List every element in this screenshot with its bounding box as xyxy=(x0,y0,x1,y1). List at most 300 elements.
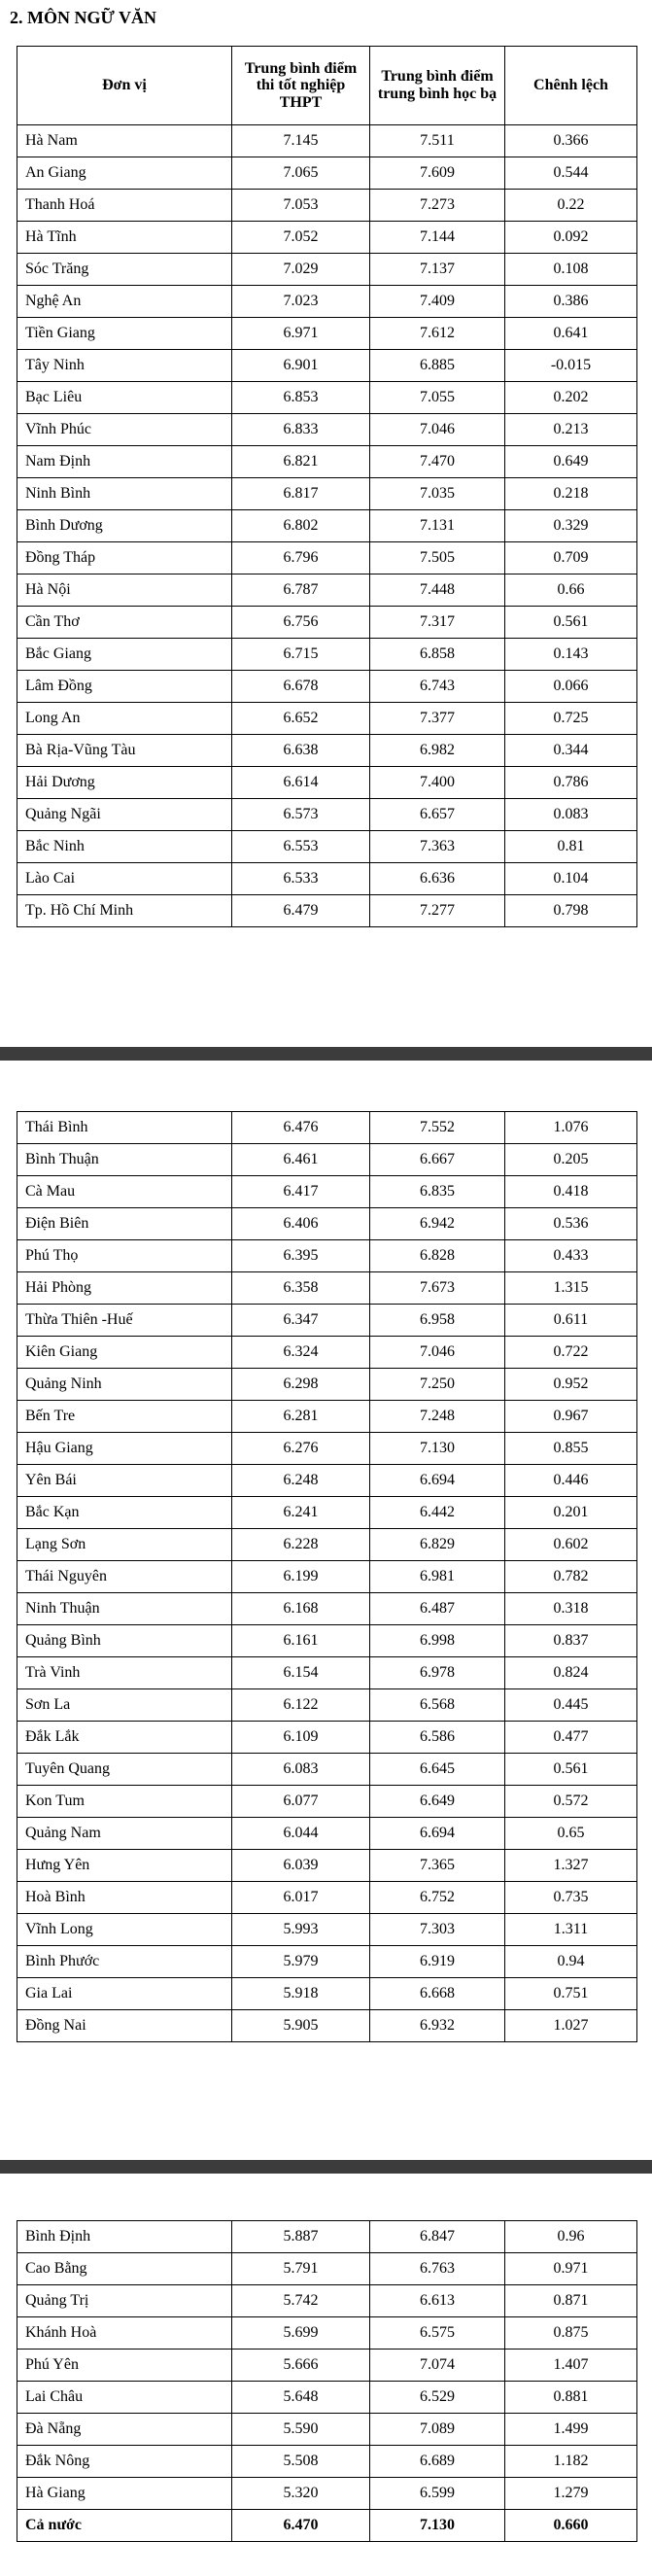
cell-exam-average: 6.678 xyxy=(232,671,370,703)
cell-difference: 1.279 xyxy=(505,2478,637,2510)
cell-unit: Vĩnh Long xyxy=(17,1914,232,1946)
cell-exam-average: 5.791 xyxy=(232,2253,370,2285)
cell-unit: Nghệ An xyxy=(17,286,232,318)
cell-exam-average: 5.648 xyxy=(232,2382,370,2414)
table-row xyxy=(17,222,637,254)
cell-transcript-average: 6.835 xyxy=(370,1176,505,1208)
scores-table-part-2 xyxy=(17,1111,637,2042)
section-heading: 2. MÔN NGỮ VĂN xyxy=(10,8,156,27)
total-cell-difference: 0.660 xyxy=(505,2510,637,2542)
cell-transcript-average: 6.958 xyxy=(370,1305,505,1337)
cell-unit: Tuyên Quang xyxy=(17,1754,232,1786)
table-row xyxy=(17,1850,637,1882)
cell-difference: 1.315 xyxy=(505,1272,637,1305)
cell-transcript-average: 7.137 xyxy=(370,254,505,286)
cell-unit: Vĩnh Phúc xyxy=(17,414,232,446)
table-row xyxy=(17,1369,637,1401)
header-unit: Đơn vị xyxy=(17,47,232,125)
cell-unit: Lạng Sơn xyxy=(17,1529,232,1561)
cell-transcript-average: 7.131 xyxy=(370,510,505,542)
table-row xyxy=(17,574,637,607)
cell-transcript-average: 7.074 xyxy=(370,2350,505,2382)
cell-difference: 0.202 xyxy=(505,382,637,414)
cell-transcript-average: 6.763 xyxy=(370,2253,505,2285)
table-row xyxy=(17,2317,637,2350)
cell-transcript-average: 6.599 xyxy=(370,2478,505,2510)
cell-exam-average: 5.508 xyxy=(232,2446,370,2478)
table-row xyxy=(17,1240,637,1272)
table-row xyxy=(17,831,637,863)
table-row xyxy=(17,2253,637,2285)
cell-exam-average: 6.817 xyxy=(232,478,370,510)
cell-exam-average: 5.918 xyxy=(232,1978,370,2010)
table-row xyxy=(17,1882,637,1914)
cell-transcript-average: 6.487 xyxy=(370,1593,505,1625)
header-transcript-average: Trung bình điểm trung bình học bạ xyxy=(370,47,505,125)
cell-exam-average: 6.039 xyxy=(232,1850,370,1882)
page-break-bar xyxy=(0,2160,652,2174)
cell-difference: 0.602 xyxy=(505,1529,637,1561)
cell-transcript-average: 6.752 xyxy=(370,1882,505,1914)
cell-exam-average: 6.479 xyxy=(232,895,370,927)
cell-transcript-average: 7.130 xyxy=(370,1433,505,1465)
cell-exam-average: 6.652 xyxy=(232,703,370,735)
cell-transcript-average: 7.250 xyxy=(370,1369,505,1401)
cell-difference: 0.875 xyxy=(505,2317,637,2350)
cell-unit: Hải Dương xyxy=(17,767,232,799)
table-row xyxy=(17,1272,637,1305)
cell-transcript-average: 6.694 xyxy=(370,1465,505,1497)
cell-difference: 0.344 xyxy=(505,735,637,767)
cell-transcript-average: 6.885 xyxy=(370,350,505,382)
cell-exam-average: 6.228 xyxy=(232,1529,370,1561)
cell-transcript-average: 6.978 xyxy=(370,1657,505,1689)
cell-difference: 1.027 xyxy=(505,2010,637,2042)
cell-difference: 0.561 xyxy=(505,607,637,639)
cell-difference: 0.092 xyxy=(505,222,637,254)
table-row xyxy=(17,1433,637,1465)
table-row xyxy=(17,1305,637,1337)
cell-unit: Hải Phòng xyxy=(17,1272,232,1305)
cell-unit: Quảng Nam xyxy=(17,1818,232,1850)
cell-exam-average: 6.533 xyxy=(232,863,370,895)
cell-unit: Ninh Thuận xyxy=(17,1593,232,1625)
cell-unit: Khánh Hoà xyxy=(17,2317,232,2350)
table-row xyxy=(17,767,637,799)
cell-unit: Thái Bình xyxy=(17,1112,232,1144)
table-row xyxy=(17,703,637,735)
cell-unit: Lào Cai xyxy=(17,863,232,895)
cell-exam-average: 6.241 xyxy=(232,1497,370,1529)
cell-unit: Bắc Giang xyxy=(17,639,232,671)
cell-unit: An Giang xyxy=(17,157,232,190)
table-row xyxy=(17,799,637,831)
cell-exam-average: 7.053 xyxy=(232,190,370,222)
cell-difference: 0.81 xyxy=(505,831,637,863)
cell-unit: Đắk Nông xyxy=(17,2446,232,2478)
table-row xyxy=(17,2350,637,2382)
header-difference: Chênh lệch xyxy=(505,47,637,125)
cell-unit: Hà Giang xyxy=(17,2478,232,2510)
cell-exam-average: 5.979 xyxy=(232,1946,370,1978)
table-row xyxy=(17,2382,637,2414)
cell-difference: 0.96 xyxy=(505,2221,637,2253)
cell-transcript-average: 6.981 xyxy=(370,1561,505,1593)
cell-exam-average: 6.298 xyxy=(232,1369,370,1401)
table-row xyxy=(17,1625,637,1657)
table-row xyxy=(17,1208,637,1240)
cell-exam-average: 6.853 xyxy=(232,382,370,414)
cell-difference: 0.786 xyxy=(505,767,637,799)
cell-unit: Bạc Liêu xyxy=(17,382,232,414)
cell-transcript-average: 7.144 xyxy=(370,222,505,254)
cell-transcript-average: 7.055 xyxy=(370,382,505,414)
cell-difference: 0.94 xyxy=(505,1946,637,1978)
table-row xyxy=(17,286,637,318)
cell-difference: 0.649 xyxy=(505,446,637,478)
cell-unit: Bắc Kạn xyxy=(17,1497,232,1529)
cell-transcript-average: 6.529 xyxy=(370,2382,505,2414)
cell-unit: Cà Mau xyxy=(17,1176,232,1208)
table-row xyxy=(17,1689,637,1722)
cell-exam-average: 6.802 xyxy=(232,510,370,542)
cell-unit: Quảng Ngãi xyxy=(17,799,232,831)
table-row xyxy=(17,1946,637,1978)
cell-difference: 0.572 xyxy=(505,1786,637,1818)
cell-transcript-average: 6.858 xyxy=(370,639,505,671)
cell-exam-average: 6.476 xyxy=(232,1112,370,1144)
cell-exam-average: 5.742 xyxy=(232,2285,370,2317)
table-row xyxy=(17,1465,637,1497)
cell-transcript-average: 7.248 xyxy=(370,1401,505,1433)
cell-difference: 0.855 xyxy=(505,1433,637,1465)
table-row xyxy=(17,125,637,157)
cell-exam-average: 6.324 xyxy=(232,1337,370,1369)
cell-unit: Lai Châu xyxy=(17,2382,232,2414)
table-row xyxy=(17,2446,637,2478)
cell-difference: 0.641 xyxy=(505,318,637,350)
cell-unit: Lâm Đồng xyxy=(17,671,232,703)
cell-difference: 0.201 xyxy=(505,1497,637,1529)
table-row xyxy=(17,1593,637,1625)
cell-unit: Hậu Giang xyxy=(17,1433,232,1465)
cell-difference: 1.407 xyxy=(505,2350,637,2382)
cell-unit: Thanh Hoá xyxy=(17,190,232,222)
table-row xyxy=(17,671,637,703)
header-exam-average: Trung bình điểm thi tốt nghiệp THPT xyxy=(232,47,370,125)
cell-difference: 0.952 xyxy=(505,1369,637,1401)
cell-unit: Bến Tre xyxy=(17,1401,232,1433)
cell-unit: Gia Lai xyxy=(17,1978,232,2010)
table-row xyxy=(17,2010,637,2042)
cell-transcript-average: 7.409 xyxy=(370,286,505,318)
cell-difference: 0.318 xyxy=(505,1593,637,1625)
cell-transcript-average: 7.470 xyxy=(370,446,505,478)
cell-unit: Tiền Giang xyxy=(17,318,232,350)
cell-exam-average: 6.638 xyxy=(232,735,370,767)
cell-difference: 1.076 xyxy=(505,1112,637,1144)
cell-unit: Cao Bằng xyxy=(17,2253,232,2285)
cell-exam-average: 6.248 xyxy=(232,1465,370,1497)
cell-exam-average: 7.052 xyxy=(232,222,370,254)
cell-difference: 0.824 xyxy=(505,1657,637,1689)
scores-table-part-3 xyxy=(17,2220,637,2542)
cell-transcript-average: 6.668 xyxy=(370,1978,505,2010)
cell-difference: 1.499 xyxy=(505,2414,637,2446)
cell-difference: -0.015 xyxy=(505,350,637,382)
cell-exam-average: 5.666 xyxy=(232,2350,370,2382)
cell-unit: Bình Định xyxy=(17,2221,232,2253)
cell-exam-average: 6.281 xyxy=(232,1401,370,1433)
cell-difference: 0.881 xyxy=(505,2382,637,2414)
table-row xyxy=(17,1561,637,1593)
cell-difference: 1.182 xyxy=(505,2446,637,2478)
cell-difference: 0.205 xyxy=(505,1144,637,1176)
cell-exam-average: 6.347 xyxy=(232,1305,370,1337)
cell-difference: 0.871 xyxy=(505,2285,637,2317)
cell-exam-average: 7.065 xyxy=(232,157,370,190)
cell-transcript-average: 7.035 xyxy=(370,478,505,510)
cell-transcript-average: 7.046 xyxy=(370,1337,505,1369)
cell-difference: 0.366 xyxy=(505,125,637,157)
table-row xyxy=(17,2478,637,2510)
table-row xyxy=(17,1144,637,1176)
cell-exam-average: 6.901 xyxy=(232,350,370,382)
cell-unit: Đồng Nai xyxy=(17,2010,232,2042)
cell-transcript-average: 6.649 xyxy=(370,1786,505,1818)
cell-exam-average: 7.029 xyxy=(232,254,370,286)
table-row xyxy=(17,639,637,671)
cell-unit: Tp. Hồ Chí Minh xyxy=(17,895,232,927)
cell-unit: Kon Tum xyxy=(17,1786,232,1818)
cell-unit: Hà Nội xyxy=(17,574,232,607)
cell-exam-average: 6.044 xyxy=(232,1818,370,1850)
cell-difference: 0.218 xyxy=(505,478,637,510)
total-cell-unit: Cả nước xyxy=(17,2510,232,2542)
cell-unit: Trà Vinh xyxy=(17,1657,232,1689)
cell-exam-average: 6.199 xyxy=(232,1561,370,1593)
cell-unit: Kiên Giang xyxy=(17,1337,232,1369)
table-row xyxy=(17,1754,637,1786)
cell-exam-average: 6.796 xyxy=(232,542,370,574)
cell-transcript-average: 7.673 xyxy=(370,1272,505,1305)
cell-difference: 0.329 xyxy=(505,510,637,542)
cell-unit: Thừa Thiên -Huế xyxy=(17,1305,232,1337)
table-row xyxy=(17,254,637,286)
cell-exam-average: 6.358 xyxy=(232,1272,370,1305)
cell-difference: 0.418 xyxy=(505,1176,637,1208)
table-row xyxy=(17,1529,637,1561)
cell-exam-average: 6.971 xyxy=(232,318,370,350)
cell-exam-average: 6.077 xyxy=(232,1786,370,1818)
cell-exam-average: 6.833 xyxy=(232,414,370,446)
cell-difference: 0.083 xyxy=(505,799,637,831)
cell-unit: Ninh Bình xyxy=(17,478,232,510)
cell-unit: Bình Dương xyxy=(17,510,232,542)
cell-transcript-average: 7.363 xyxy=(370,831,505,863)
table-row xyxy=(17,2221,637,2253)
table-row xyxy=(17,607,637,639)
cell-exam-average: 6.756 xyxy=(232,607,370,639)
cell-difference: 0.782 xyxy=(505,1561,637,1593)
cell-exam-average: 6.161 xyxy=(232,1625,370,1657)
cell-transcript-average: 6.689 xyxy=(370,2446,505,2478)
cell-difference: 0.751 xyxy=(505,1978,637,2010)
cell-exam-average: 6.461 xyxy=(232,1144,370,1176)
cell-exam-average: 6.122 xyxy=(232,1689,370,1722)
cell-exam-average: 6.417 xyxy=(232,1176,370,1208)
cell-transcript-average: 7.609 xyxy=(370,157,505,190)
cell-unit: Quảng Bình xyxy=(17,1625,232,1657)
cell-exam-average: 6.168 xyxy=(232,1593,370,1625)
cell-exam-average: 6.821 xyxy=(232,446,370,478)
cell-unit: Thái Nguyên xyxy=(17,1561,232,1593)
table-row xyxy=(17,2285,637,2317)
cell-transcript-average: 6.667 xyxy=(370,1144,505,1176)
cell-unit: Sóc Trăng xyxy=(17,254,232,286)
cell-difference: 0.433 xyxy=(505,1240,637,1272)
cell-difference: 0.967 xyxy=(505,1401,637,1433)
cell-difference: 0.104 xyxy=(505,863,637,895)
cell-transcript-average: 6.586 xyxy=(370,1722,505,1754)
table-header-row xyxy=(17,47,637,125)
table-row xyxy=(17,1497,637,1529)
table-row xyxy=(17,1786,637,1818)
cell-difference: 0.65 xyxy=(505,1818,637,1850)
table-row xyxy=(17,1657,637,1689)
table-row xyxy=(17,350,637,382)
total-row xyxy=(17,2510,637,2542)
cell-difference: 0.143 xyxy=(505,639,637,671)
cell-unit: Hoà Bình xyxy=(17,1882,232,1914)
total-cell-exam-average: 6.470 xyxy=(232,2510,370,2542)
cell-exam-average: 5.320 xyxy=(232,2478,370,2510)
cell-difference: 0.536 xyxy=(505,1208,637,1240)
cell-transcript-average: 6.743 xyxy=(370,671,505,703)
cell-unit: Quảng Ninh xyxy=(17,1369,232,1401)
cell-unit: Điện Biên xyxy=(17,1208,232,1240)
cell-transcript-average: 7.303 xyxy=(370,1914,505,1946)
table-row xyxy=(17,414,637,446)
cell-transcript-average: 7.046 xyxy=(370,414,505,446)
table-row xyxy=(17,1978,637,2010)
cell-transcript-average: 7.505 xyxy=(370,542,505,574)
cell-exam-average: 5.699 xyxy=(232,2317,370,2350)
cell-difference: 0.213 xyxy=(505,414,637,446)
cell-difference: 0.837 xyxy=(505,1625,637,1657)
cell-exam-average: 6.787 xyxy=(232,574,370,607)
cell-transcript-average: 6.613 xyxy=(370,2285,505,2317)
table-row xyxy=(17,446,637,478)
cell-unit: Hà Tĩnh xyxy=(17,222,232,254)
cell-difference: 0.386 xyxy=(505,286,637,318)
cell-unit: Hà Nam xyxy=(17,125,232,157)
cell-transcript-average: 6.645 xyxy=(370,1754,505,1786)
table-row xyxy=(17,478,637,510)
cell-unit: Bắc Ninh xyxy=(17,831,232,863)
cell-transcript-average: 6.568 xyxy=(370,1689,505,1722)
cell-exam-average: 5.590 xyxy=(232,2414,370,2446)
cell-unit: Hưng Yên xyxy=(17,1850,232,1882)
cell-transcript-average: 7.511 xyxy=(370,125,505,157)
table-row xyxy=(17,542,637,574)
cell-difference: 0.735 xyxy=(505,1882,637,1914)
cell-exam-average: 7.145 xyxy=(232,125,370,157)
cell-transcript-average: 6.932 xyxy=(370,2010,505,2042)
cell-transcript-average: 7.365 xyxy=(370,1850,505,1882)
cell-transcript-average: 7.317 xyxy=(370,607,505,639)
scores-table-part-1 xyxy=(17,46,637,927)
cell-exam-average: 6.276 xyxy=(232,1433,370,1465)
cell-unit: Phú Yên xyxy=(17,2350,232,2382)
cell-transcript-average: 6.982 xyxy=(370,735,505,767)
table-row xyxy=(17,1176,637,1208)
cell-exam-average: 6.083 xyxy=(232,1754,370,1786)
cell-transcript-average: 6.998 xyxy=(370,1625,505,1657)
table-row xyxy=(17,863,637,895)
cell-unit: Đà Nẵng xyxy=(17,2414,232,2446)
cell-transcript-average: 6.694 xyxy=(370,1818,505,1850)
cell-unit: Long An xyxy=(17,703,232,735)
table-row xyxy=(17,735,637,767)
cell-exam-average: 6.614 xyxy=(232,767,370,799)
cell-unit: Đắk Lắk xyxy=(17,1722,232,1754)
cell-exam-average: 7.023 xyxy=(232,286,370,318)
cell-difference: 0.611 xyxy=(505,1305,637,1337)
table-row xyxy=(17,157,637,190)
cell-exam-average: 6.017 xyxy=(232,1882,370,1914)
cell-difference: 0.971 xyxy=(505,2253,637,2285)
cell-difference: 0.66 xyxy=(505,574,637,607)
table-row xyxy=(17,318,637,350)
cell-unit: Bình Phước xyxy=(17,1946,232,1978)
cell-exam-average: 6.715 xyxy=(232,639,370,671)
cell-difference: 0.709 xyxy=(505,542,637,574)
cell-unit: Sơn La xyxy=(17,1689,232,1722)
cell-unit: Quảng Trị xyxy=(17,2285,232,2317)
cell-exam-average: 5.905 xyxy=(232,2010,370,2042)
cell-unit: Nam Định xyxy=(17,446,232,478)
cell-exam-average: 6.154 xyxy=(232,1657,370,1689)
cell-difference: 0.544 xyxy=(505,157,637,190)
cell-unit: Yên Bái xyxy=(17,1465,232,1497)
cell-transcript-average: 7.612 xyxy=(370,318,505,350)
cell-transcript-average: 6.847 xyxy=(370,2221,505,2253)
cell-exam-average: 6.406 xyxy=(232,1208,370,1240)
cell-exam-average: 6.573 xyxy=(232,799,370,831)
cell-unit: Phú Thọ xyxy=(17,1240,232,1272)
table-row xyxy=(17,1337,637,1369)
cell-transcript-average: 7.448 xyxy=(370,574,505,607)
table-row xyxy=(17,1112,637,1144)
cell-transcript-average: 6.575 xyxy=(370,2317,505,2350)
cell-transcript-average: 7.273 xyxy=(370,190,505,222)
cell-difference: 0.445 xyxy=(505,1689,637,1722)
cell-exam-average: 5.887 xyxy=(232,2221,370,2253)
cell-difference: 0.798 xyxy=(505,895,637,927)
cell-exam-average: 5.993 xyxy=(232,1914,370,1946)
cell-exam-average: 6.395 xyxy=(232,1240,370,1272)
cell-exam-average: 6.109 xyxy=(232,1722,370,1754)
table-row xyxy=(17,1914,637,1946)
cell-difference: 0.446 xyxy=(505,1465,637,1497)
cell-transcript-average: 7.277 xyxy=(370,895,505,927)
cell-transcript-average: 6.942 xyxy=(370,1208,505,1240)
cell-transcript-average: 6.636 xyxy=(370,863,505,895)
page-break-bar xyxy=(0,1047,652,1061)
cell-difference: 0.477 xyxy=(505,1722,637,1754)
table-row xyxy=(17,382,637,414)
